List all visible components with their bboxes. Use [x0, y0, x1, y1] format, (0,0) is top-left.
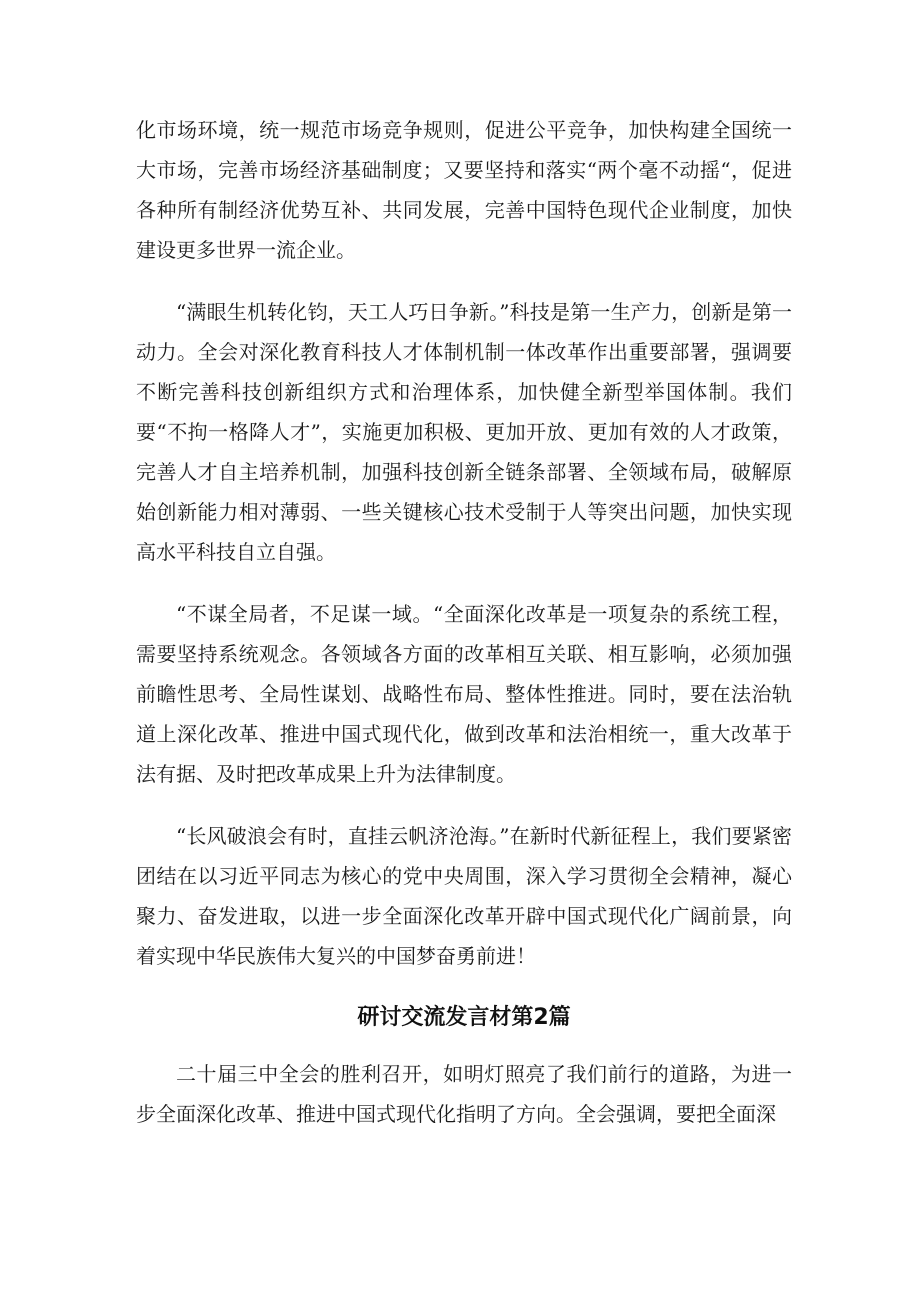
paragraph-new-journey: “长风破浪会有时，直挂云帆济沧海。”在新时代新征程上，我们要紧密团结在以习近平同志为核心的党中央周围，深入学习贯彻全会精神，凝心聚力、奋发进取，以进一步全面深化改革开辟中国式现代化广阔前景，向着实现中华民族伟大复兴的中国梦奋勇前进！	[136, 824, 792, 968]
document-body	[136, 110, 792, 1156]
paragraph-market-environment: 化市场环境，统一规范市场竞争规则，促进公平竞争，加快构建全国统一大市场，完善市场经济基础制度；又要坚持和落实“两个毫不动摇“，促进各种所有制经济优势互补、共同发展，完善中国特色现代企业制度，加快建设更多世界一流企业。	[136, 118, 792, 262]
section-title: 研讨交流发言材第2篇	[357, 1005, 571, 1030]
paragraph-technology-innovation: “满眼生机转化钧，天工人巧日争新。”科技是第一生产力，创新是第一动力。全会对深化教育科技人才体制机制一体改革作出重要部署，强调要不断完善科技创新组织方式和治理体系，加快健全新型举国体制。我们要“不拘一格降人才”，实施更加积极、更加开放、更加有效的人才政策，完善人才自主培养机制，加强科技创新全链条部署、全领域布局，破解原始创新能力相对薄弱、一些关键核心技术受制于人等突出问题，加快实现高水平科技自立自强。	[136, 300, 792, 564]
paragraph-plenary-session: 二十届三中全会的胜利召开，如明灯照亮了我们前行的道路，为进一步全面深化改革、推进中国式现代化指明了方向。全会强调，要把全面深	[136, 1062, 792, 1126]
paragraph-system-concept: “不谋全局者，不足谋一域。“全面深化改革是一项复杂的系统工程，需要坚持系统观念。各领域各方面的改革相互关联、相互影响，必须加强前瞻性思考、全局性谋划、战略性布局、整体性推进。同时，要在法治轨道上深化改革、推进中国式现代化，做到改革和法治相统一，重大改革于法有据、及时把改革成果上升为法律制度。	[136, 602, 792, 786]
